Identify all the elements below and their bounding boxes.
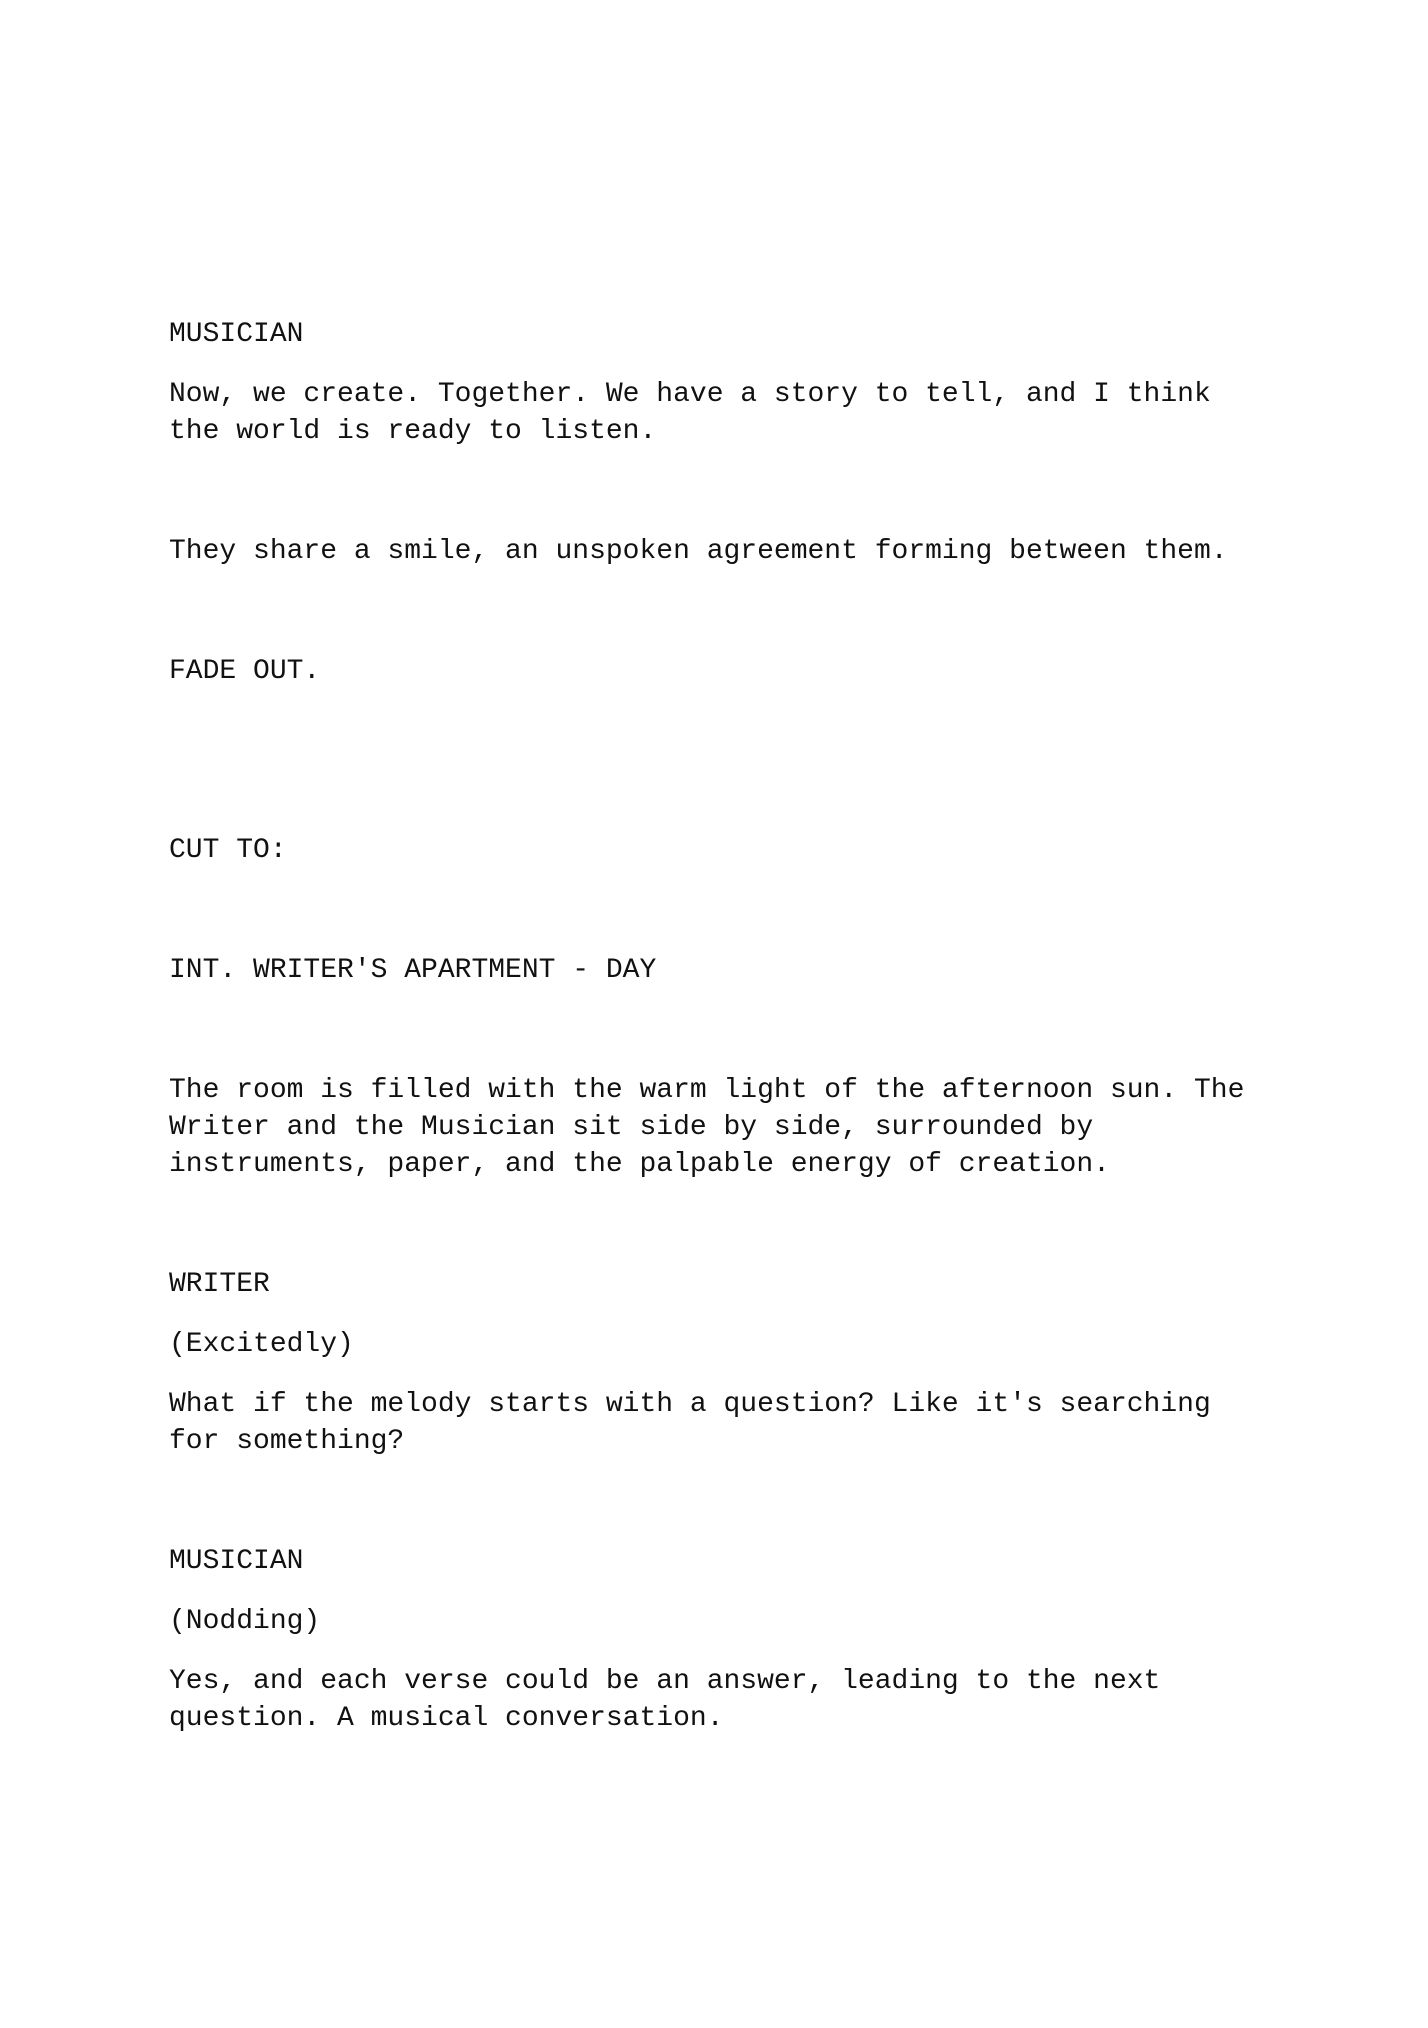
transition: FADE OUT. bbox=[169, 656, 321, 687]
action-line: instruments, paper, and the palpable energy of creation. bbox=[169, 1149, 1110, 1180]
transition: CUT TO: bbox=[169, 835, 287, 866]
parenthetical: (Excitedly) bbox=[169, 1329, 354, 1360]
dialogue-line: question. A musical conversation. bbox=[169, 1703, 724, 1734]
dialogue-line: for something? bbox=[169, 1426, 405, 1457]
action-line: Writer and the Musician sit side by side, surrounded by bbox=[169, 1112, 1094, 1143]
action-line: They share a smile, an unspoken agreement forming between them. bbox=[169, 536, 1228, 567]
action-line: The room is filled with the warm light of the afternoon sun. The bbox=[169, 1075, 1245, 1106]
dialogue-line: Yes, and each verse could be an answer, leading to the next bbox=[169, 1666, 1161, 1697]
dialogue-line: the world is ready to listen. bbox=[169, 416, 657, 447]
character-name: MUSICIAN bbox=[169, 1546, 304, 1577]
character-name: WRITER bbox=[169, 1269, 270, 1300]
scene-heading: INT. WRITER'S APARTMENT - DAY bbox=[169, 955, 657, 986]
character-name: MUSICIAN bbox=[169, 319, 304, 350]
dialogue-line: Now, we create. Together. We have a story to tell, and I think bbox=[169, 379, 1211, 410]
dialogue-line: What if the melody starts with a question? Like it's searching bbox=[169, 1389, 1211, 1420]
parenthetical: (Nodding) bbox=[169, 1606, 321, 1637]
